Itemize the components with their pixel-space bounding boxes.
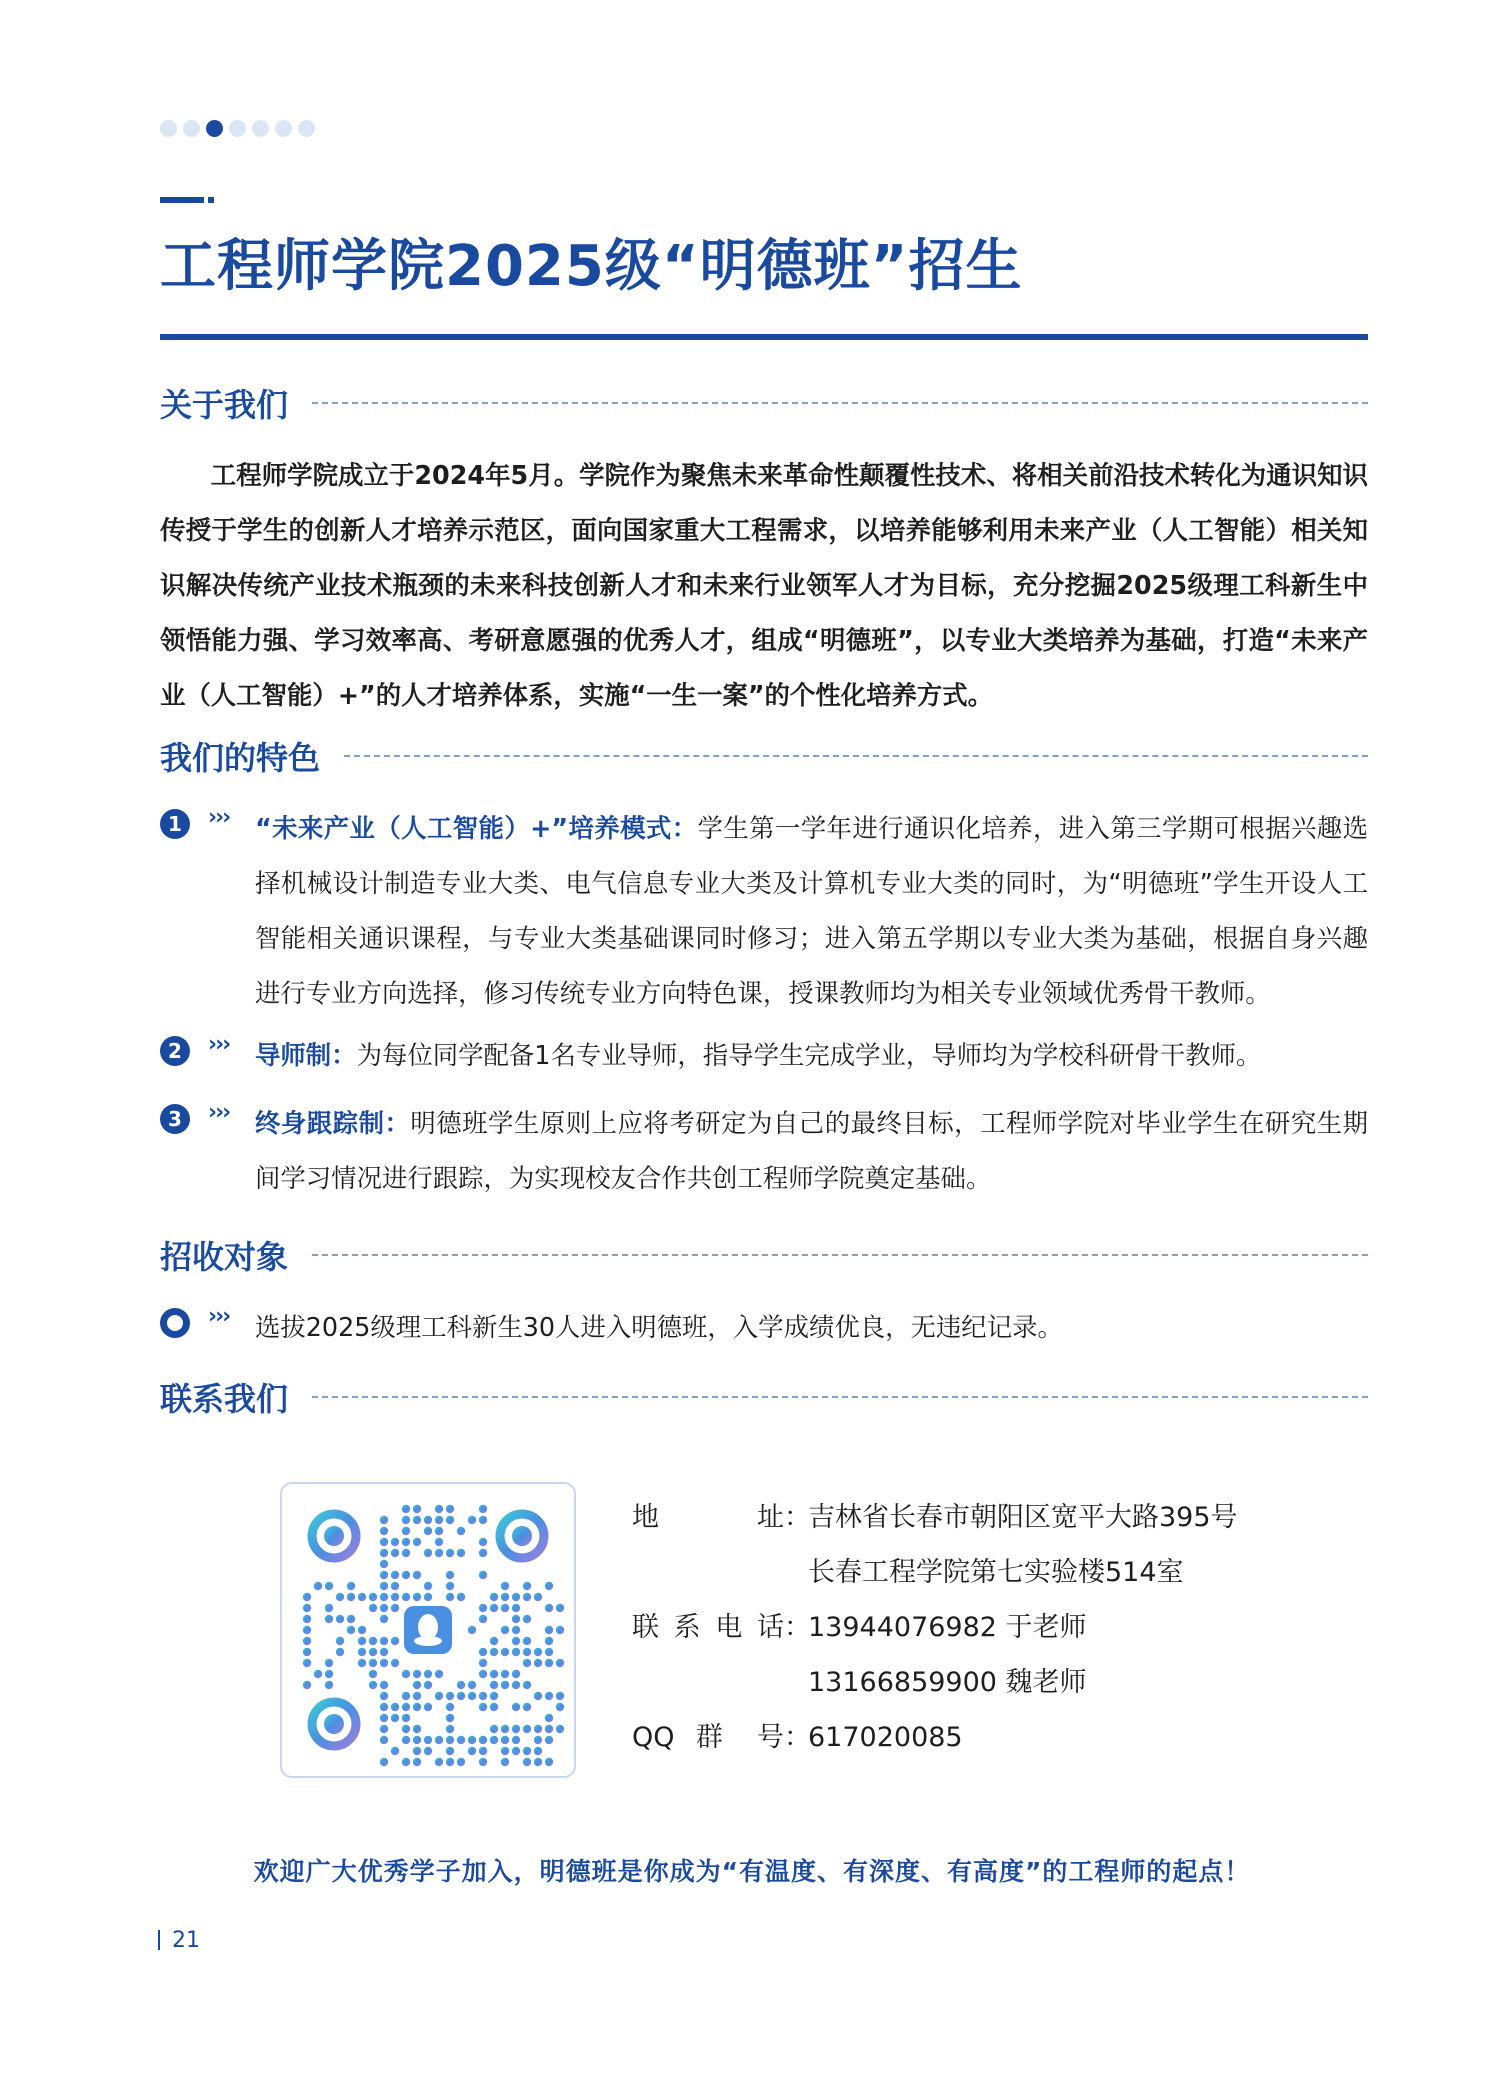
about-paragraph: 工程师学院成立于2024年5月。学院作为聚焦未来革命性颠覆性技术、将相关前沿技术转化为通识知识传授于学生的创新人才培养示范区，面向国家重大工程需求，以培养能够利用未来产业（人工智能）相关知识解决传统产业技术瓶颈的未来科技创新人才和未来行业领军人才为目标，充分挖掘2025级理工科新生中领悟能力强、学习效率高、考研意愿强的优秀人才，组成“明德班”，以专业大类培养为基础，打造“未来产业（人工智能）+”的人才培养体系，实施“一生一案”的个性化培养方式。 (160, 460, 1368, 710)
indicator-dot-active (206, 120, 223, 137)
feature-body: 明德班学生原则上应将考研定为自己的最终目标，工程师学院对毕业学生在研究生期间学习情况进行跟踪，为实现校友合作共创工程师学院奠定基础。 (255, 1108, 1369, 1193)
indicator-dot (160, 120, 177, 137)
feature-key: “未来产业（人工智能）+”培养模式： (255, 813, 698, 843)
contact-info (632, 1490, 1238, 1765)
ring-bullet-icon (160, 1308, 190, 1338)
phone-line-1: 13944076982 于老师 (808, 1612, 1087, 1643)
chevrons-icon: ››› (208, 1100, 230, 1125)
feature-body: 学生第一学年进行通识化培养，进入第三学期可根据兴趣选择机械设计制造专业大类、电气信息专业大类及计算机专业大类的同时，为“明德班”学生开设人工智能相关通识课程，与专业大类基础课同时修习；进入第五学期以专业大类为基础，根据自身兴趣进行专业方向选择，修习传统专业方向特色课，授课教师均为相关专业领域优秀骨干教师。 (255, 813, 1369, 1008)
phone-row-continued (632, 1655, 1238, 1710)
numbered-circle-icon: 3 (160, 1104, 190, 1134)
recruit-item (160, 1300, 1368, 1355)
footer-slogan: 欢迎广大优秀学子加入，明德班是你成为“有温度、有深度、有高度”的工程师的起点！ (253, 1857, 1251, 1886)
indicator-dot (275, 120, 292, 137)
recruit-text: 选拔2025级理工科新生30人进入明德班，入学成绩优良，无违纪记录。 (255, 1312, 1063, 1342)
page-title: 工程师学院2025级“明德班”招生 (160, 234, 1023, 299)
address-line-1: 吉林省长春市朝阳区宽平大路395号 (808, 1502, 1238, 1533)
feature-text (255, 1028, 1368, 1083)
qr-code-graphic (282, 1484, 574, 1776)
address-row (632, 1490, 1238, 1545)
feature-key: 终身跟踪制： (255, 1108, 411, 1138)
colon: ： (784, 1612, 811, 1643)
feature-body: 为每位同学配备1名专业导师，指导学生完成学业，导师均为学校科研骨干教师。 (356, 1040, 1262, 1070)
section-header-about (160, 380, 1368, 426)
title-divider (160, 334, 1368, 340)
section-title: 联系我们 (160, 1380, 289, 1418)
dashed-divider (312, 1396, 1368, 1398)
page-number-bar (158, 1930, 160, 1950)
chevrons-icon: ››› (208, 1032, 230, 1057)
address-line-2: 长春工程学院第七实验楼514室 (808, 1557, 1184, 1588)
qq-group-qr-code-icon (280, 1482, 576, 1778)
page-number-text: 21 (172, 1928, 200, 1953)
dashed-divider (344, 755, 1368, 757)
section-header-features (160, 733, 1368, 779)
chevrons-icon: ››› (208, 805, 230, 830)
section-header-contact (160, 1374, 1368, 1420)
page-number (158, 1928, 200, 1953)
qq-row (632, 1710, 1238, 1765)
section-header-recruit (160, 1232, 1368, 1278)
feature-text (255, 1096, 1368, 1206)
chevrons-icon: ››› (208, 1304, 230, 1329)
feature-text (255, 801, 1368, 1021)
qq-label: QQ 群 号 (632, 1722, 784, 1753)
numbered-circle-icon: 2 (160, 1036, 190, 1066)
numbered-circle-icon: 1 (160, 809, 190, 839)
feature-item (160, 801, 1368, 1021)
address-row-continued (632, 1545, 1238, 1600)
address-label: 地 址 (632, 1502, 784, 1533)
colon: ： (784, 1502, 811, 1533)
phone-row (632, 1600, 1238, 1655)
section-title: 我们的特色 (160, 739, 321, 777)
phone-label: 联系电话 (632, 1612, 784, 1643)
qq-number: 617020085 (808, 1722, 963, 1753)
indicator-dot (183, 120, 200, 137)
phone-line-2: 13166859900 魏老师 (808, 1667, 1087, 1698)
section-title: 招收对象 (160, 1238, 289, 1276)
indicator-dot (252, 120, 269, 137)
indicator-dot (229, 120, 246, 137)
indicator-dot (298, 120, 315, 137)
title-accent-dash (160, 197, 204, 203)
feature-item (160, 1096, 1368, 1206)
feature-item (160, 1028, 1368, 1083)
section-title: 关于我们 (160, 386, 289, 424)
feature-key: 导师制： (255, 1040, 357, 1070)
dashed-divider (312, 1254, 1368, 1256)
colon: ： (784, 1722, 811, 1753)
page-indicator-dots (160, 120, 315, 137)
dashed-divider (312, 402, 1368, 404)
